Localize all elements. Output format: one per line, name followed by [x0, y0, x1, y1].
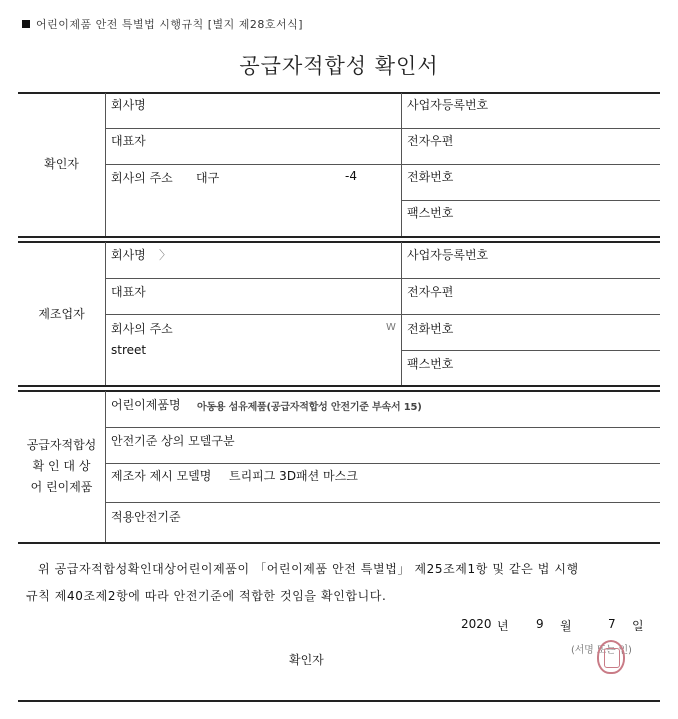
manufacturer-company-name-label: 회사명 [111, 248, 146, 262]
confirmer-address-label: 회사의 주소 [111, 171, 173, 185]
section3-bottom-border [18, 542, 660, 544]
manufacturer-representative-label: 대표자 [111, 285, 146, 299]
manufacturer-email-label: 전자우편 [407, 285, 454, 299]
manufacturer-company-name-value: 〉 [159, 248, 172, 262]
manufacturer-fax-label: 팩스번호 [407, 357, 454, 371]
confirmer-company-name-label: 회사명 [111, 98, 146, 112]
section1-bottom-border [18, 236, 660, 238]
rule [106, 278, 401, 279]
section2-bottom-border [18, 385, 660, 387]
manufacturer-phone-label: 전화번호 [407, 322, 454, 336]
rule [402, 164, 660, 165]
rule [106, 314, 401, 315]
manufacturer-section-label: 제조업자 [38, 307, 85, 321]
product-name-label: 어린이제품명 [111, 398, 181, 412]
manufacturer-business-reg-label: 사업자등록번호 [407, 248, 489, 262]
confirmer-email-label: 전자우편 [407, 134, 454, 148]
model-class-label: 안전기준 상의 모델구분 [111, 434, 235, 448]
rule [402, 128, 660, 129]
confirmer-representative-label: 대표자 [111, 134, 146, 148]
date-month: 9 [536, 617, 544, 631]
statement-line2: 규칙 제40조제2항에 따라 안전기준에 적합한 것임을 확인합니다. [26, 589, 387, 603]
date-day-unit: 일 [632, 619, 644, 633]
confirmer-address-suffix: -4 [345, 169, 357, 183]
manufacturer-address-label: 회사의 주소 [111, 322, 173, 336]
confirmer-section-label: 확인자 [44, 157, 79, 171]
manufacturer-address-fragment: W [386, 322, 396, 333]
manufacturer-address-line2: street [111, 343, 147, 357]
section3-top-border [18, 390, 660, 392]
model-name-label: 제조자 제시 모델명 [111, 469, 212, 483]
rule [402, 278, 660, 279]
signature-confirmer-label: 확인자 [289, 653, 324, 667]
date-day: 7 [608, 617, 616, 631]
rule [106, 502, 660, 503]
form-bottom-border [18, 700, 660, 702]
rule [106, 427, 660, 428]
confirmer-address-value: 대구 [196, 171, 220, 185]
rule [402, 314, 660, 315]
model-name-value: 트리피그 3D패션 마스크 [229, 469, 358, 483]
rule [106, 463, 660, 464]
confirmer-fax-label: 팩스번호 [407, 206, 454, 220]
applied-standard-label: 적용안전기준 [111, 510, 181, 524]
confirmer-business-reg-label: 사업자등록번호 [407, 98, 489, 112]
date-month-unit: 월 [560, 619, 572, 633]
rule [106, 164, 401, 165]
statement-line1: 위 공급자적합성확인대상어린이제품이 「어린이제품 안전 특별법」 제25조제1항 및 같은 법 시행 [38, 562, 579, 576]
section3-divider [105, 391, 106, 542]
date-year: 2020 [461, 617, 492, 631]
signature-seal-note: (서명 또는 인) [571, 645, 632, 656]
document-title: 공급자적합성 확인서 [239, 54, 439, 78]
form-reference: 어린이제품 안전 특별법 시행규칙 [별지 제28호서식] [22, 16, 303, 32]
date-year-unit: 년 [497, 619, 509, 633]
rule [402, 350, 660, 351]
product-section-label: 공급자적합성 확 인 대 상 어 린이제품 [26, 438, 97, 494]
table-top-border [18, 92, 660, 94]
section2-top-border [18, 241, 660, 243]
rule [106, 128, 401, 129]
product-name-value: 아동용 섬유제품(공급자적합성 안전기준 부속서 15) [197, 402, 422, 413]
company-seal-icon [597, 640, 625, 674]
square-bullet-icon [22, 20, 30, 28]
confirmer-phone-label: 전화번호 [407, 170, 454, 184]
rule [402, 200, 660, 201]
